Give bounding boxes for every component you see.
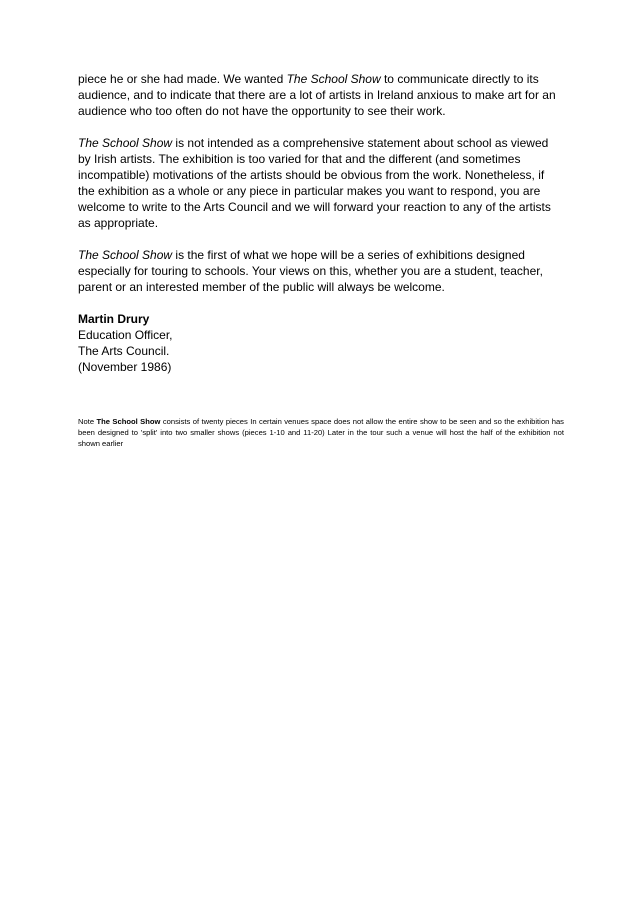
letter-body — [78, 71, 562, 375]
paragraph-3-text-b: is the first of what we hope will be a series of exhibitions designed especially for touring to schools. Your views on this, whether you are a student, teacher, parent or an interested member of the public will always be welcome. — [78, 248, 543, 294]
signatory-title: Education Officer, — [78, 328, 173, 342]
letter-date: (November 1986) — [78, 360, 172, 374]
footnote-show-title: The School Show — [96, 417, 161, 426]
paragraph-1-text-a: piece he or she had made. We wanted — [78, 72, 287, 86]
paragraph-1-text-b: to communicate directly to its audience, and to indicate that there are a lot of artists in Ireland anxious to make art for an audience who too often do not have the opportunity to see their work. — [78, 72, 556, 118]
footnote-prefix: Note — [78, 417, 97, 426]
paragraph-2-show-title: The School Show — [78, 136, 173, 150]
paragraph-3-show-title: The School Show — [78, 248, 173, 262]
paragraph-2 — [78, 135, 562, 231]
signatory-name: Martin Drury — [78, 312, 150, 326]
footnote — [78, 416, 564, 449]
signature-block — [78, 311, 562, 375]
paragraph-1-show-title: The School Show — [286, 72, 381, 86]
signatory-organization: The Arts Council. — [78, 344, 170, 358]
footnote-text: consists of twenty pieces In certain venues space does not allow the entire show to be seen and so the exhibition has been designed to 'split' into two smaller shows (pieces 1-10 and 11-20) Later in the tour such a venue will host the half of the exhibition not shown earlier — [78, 417, 564, 448]
paragraph-2-text-b: is not intended as a comprehensive statement about school as viewed by Irish artists. The exhibition is too varied for that and the different (and sometimes incompatible) motivations of the artists should be obvious from the work. Nonetheless, if the exhibition as a whole or any piece in particular makes you want to respond, you are welcome to write to the Arts Council and we will forward your reaction to any of the artists as appropriate. — [78, 136, 551, 230]
paragraph-3 — [78, 247, 562, 295]
paragraph-1 — [78, 71, 562, 119]
